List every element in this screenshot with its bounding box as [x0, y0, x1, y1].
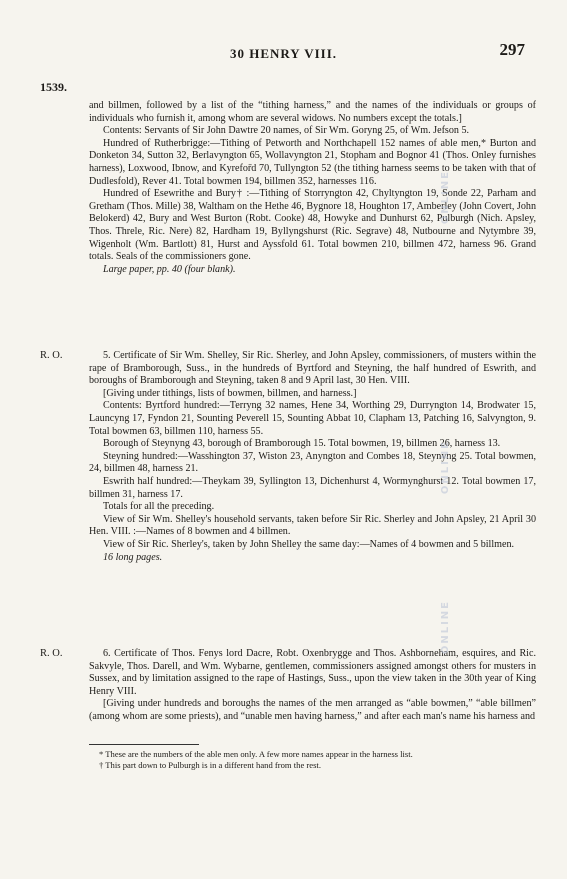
paragraph: [Giving under tithings, lists of bowmen, billmen, and harness.] [103, 387, 357, 399]
paragraph: Borough of Steynyng 43, borough of Bramborough 15. Total bowmen, 19, billmen 26, harness 13. [103, 438, 501, 450]
paragraph: Totals for all the preceding. [103, 501, 215, 513]
footnote: * These are the numbers of the able men only. A few more names appear in the harness list. [99, 749, 413, 759]
section-item-5 [89, 350, 536, 564]
paragraph: Hundred of Rutherbrigge:—Tithing of Petworth and Northchapell 152 names of able men,* Burton and Donketon 34, Sutton 32, Berlavyngton 65, Wollavyngton 21, Stopham and Bognor 41 (Thos. Onley furnishes harness), Loxwood, Ibnow, and Kyrefor̄d 70, Tullyngton 52 (the tithing harness seems to be taken with that of Dudlesfold), Rever 41. Total bowmen 194, billmen 352, harnesses 116. [89, 137, 536, 187]
paragraph: Eswrith half hundred:—Theykam 39, Syllington 13, Dichenhurst 4, Wormynghurst 12. Total bowmen 17, billmen 31, harness 17. [89, 475, 536, 500]
watermark-stamp: ONLINE [440, 170, 451, 225]
margin-note-ro: R. O. [40, 648, 63, 659]
footnotes [89, 749, 536, 771]
margin-note-ro: R. O. [40, 350, 63, 361]
paragraph: 5. Certificate of Sir Wm. Shelley, Sir Ric. Sherley, and John Apsley, commissioners, of musters within the rape of Bramborough, Suss., in the hundreds of Byrtford and Steyning, the half hundred of Eswrith, and boroughs of Bramborough and Steyning, taken 8 and 9 April last, 30 Hen. VIII. [89, 350, 536, 387]
page-number: 297 [499, 40, 525, 59]
paragraph: 16 long pages. [103, 551, 163, 563]
footnote-divider [89, 744, 199, 745]
paragraph: View of Sir Ric. Sherley's, taken by John Shelley the same day:—Names of 4 bowmen and 5 billmen. [103, 538, 515, 550]
watermark-stamp: ONLINE [440, 600, 451, 655]
paragraph: View of Sir Wm. Shelley's household servants, taken before Sir Ric. Sherley and John Apsley, 21 April 30 Hen. VIII. :—Names of 8 bowmen and 4 billmen. [89, 513, 536, 538]
paragraph: Steyning hundred:—Wasshington 37, Wiston 23, Anyngton and Combes 18, Steynyng 25. Total bowmen, 24, billmen 48, harness 21. [89, 450, 536, 475]
paragraph: Hundred of Esewrithe and Bury† :—Tithing of Storryngton 42, Chyltyngton 19, Sonde 22, Parham and Gretham (Thos. Mille) 38, Waltham on the Hethe 46, Bygnore 18, Houghton 17, Amberley (John Covert, John Belokerd) 42, Bury and West Burton (Robt. Cooke) 48, Howyke and Dunhurst 62, Pulburgh (Nich. Apsley, Thos. Threle, Ric. Nere) 82, Hardham 19, Byllyngshurst (Ric. Segrave) 48, Nutbourne and Nytymbre 39, Wigenholt (Wm. Bartlott) 81, Hurst and Ayssfold 61. Total bowmen 210, billmen 472, harness 96. Grand totals. Seals of the commissioners gone. [89, 188, 536, 263]
paragraph: Large paper, pp. 40 (four blank). [103, 263, 236, 275]
paragraph: Contents: Servants of Sir John Dawtre 20 names, of Sir Wm. Goryng 25, of Wm. Jefson 5. [103, 125, 470, 137]
paragraph: [Giving under hundreds and boroughs the names of the men arranged as “able bowmen,” “able billmen” (among whom are some priests), and “unable men having harness,” and after each man's name his harness and [89, 698, 536, 722]
section-item-6 [89, 648, 536, 724]
paragraph: Contents: Byrtford hundred:—Terryng 32 names, Hene 34, Worthing 29, Durryngton 14, Brodwater 15, Launcyng 17, Fyndon 21, Sounting Peverell 15, Sounting Abbat 10, Clapham 13, Patching 16, Salvyngton, 9. Total bowmen 63, billmen 110, harness 55. [89, 400, 536, 437]
running-head: 30 HENRY VIII. [229, 46, 338, 61]
margin-year: 1539. [40, 80, 67, 94]
footnote: † This part down to Pulburgh is in a different hand from the rest. [99, 760, 321, 770]
paragraph: and billmen, followed by a list of the “tithing harness,” and the names of the individuals or groups of individuals who furnish it, among whom are several widows. No numbers except the totals.] [89, 100, 536, 124]
section-continuation [89, 100, 536, 276]
paragraph: 6. Certificate of Thos. Fenys lord Dacre, Robt. Oxenbrygge and Thos. Ashborneham, esquires, and Ric. Sakvyle, Thos. Darell, and Wm. Wybarne, gentlemen, commissioners assigned amongst others for musters in Sussex, and by limitation assigned to the rape of Hastings, Suss., upon the view taken in the 30th year of King Henry VIII. [89, 648, 536, 697]
watermark-stamp: ONLINE [440, 440, 451, 495]
